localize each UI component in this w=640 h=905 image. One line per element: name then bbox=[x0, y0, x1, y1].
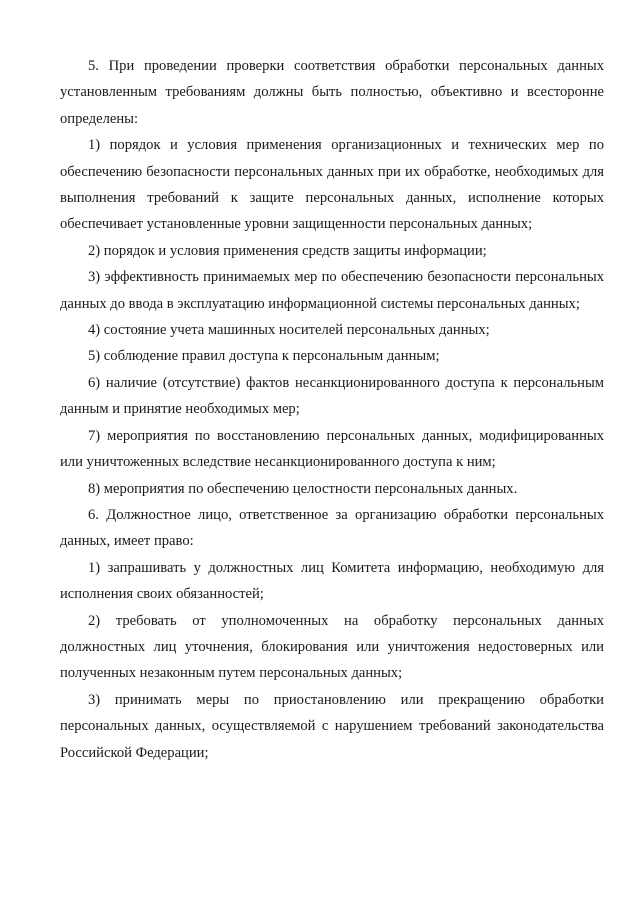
list-item-2-protection-tools: 2) порядок и условия применения средств защиты информации; bbox=[88, 242, 487, 259]
list-item-7-restoration: 7) мероприятия по восстановлению персональных данных, модифицированных или уничтоженных вследствие несанкционированного доступа к ним; bbox=[60, 427, 604, 471]
rights-item-1-request-info: 1) запрашивать у должностных лиц Комитета информацию, необходимую для исполнения своих обязанностей; bbox=[60, 559, 604, 603]
list-item-6-unauthorized-access: 6) наличие (отсутствие) фактов несанкционированного доступа к персональным данным и принятие необходимых мер; bbox=[60, 374, 604, 418]
rights-item-2-require-clarification: 2) требовать от уполномоченных на обработку персональных данных должностных лиц уточнения, блокирования или уничтожения недостоверных или полученных незаконным путем персональных данных; bbox=[60, 612, 604, 682]
rights-item-3-suspend-processing: 3) принимать меры по приостановлению или прекращению обработки персональных данных, осуществляемой с нарушением требований законодательства Российской Федерации; bbox=[60, 691, 604, 761]
document-page bbox=[60, 53, 604, 766]
list-item-1-measures: 1) порядок и условия применения организационных и технических мер по обеспечению безопасности персональных данных при их обработке, необходимых для выполнения требований к защите персональных данных, исполнение которых обеспечивает установленные уровни защищенности персональных данных; bbox=[60, 137, 604, 233]
list-item-4-media-accounting: 4) состояние учета машинных носителей персональных данных; bbox=[88, 322, 490, 339]
list-item-5-access-rules: 5) соблюдение правил доступа к персональным данным; bbox=[88, 348, 440, 365]
paragraph-6-rights-intro: 6. Должностное лицо, ответственное за организацию обработки персональных данных, имеет право: bbox=[60, 506, 604, 550]
paragraph-5-checks-intro: 5. При проведении проверки соответствия обработки персональных данных установленным требованиям должны быть полностью, объективно и всесторонне определены: bbox=[60, 58, 604, 127]
list-item-8-integrity: 8) мероприятия по обеспечению целостности персональных данных. bbox=[88, 480, 518, 497]
list-item-3-effectiveness: 3) эффективность принимаемых мер по обеспечению безопасности персональных данных до ввода в эксплуатацию информационной системы персональных данных; bbox=[60, 269, 604, 312]
